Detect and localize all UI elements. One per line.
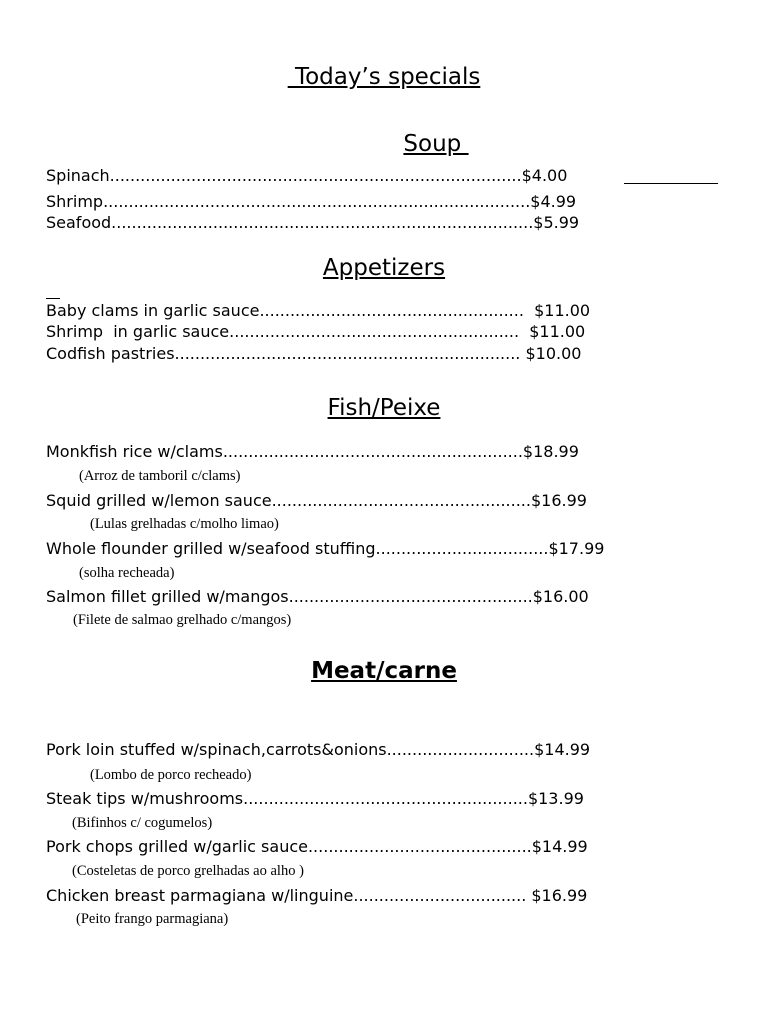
meat-item-translation: (Bifinhos c/ cogumelos) [72, 815, 213, 831]
meat-heading: Meat/carne [311, 658, 457, 684]
soup-item-shrimp: Shrimp....................................................................................$4.99 [46, 192, 577, 211]
meat-item-translation: (Lombo de porco recheado) [90, 767, 252, 783]
soup-item-seafood: Seafood...................................................................................$5.99 [46, 213, 580, 232]
fish-item-translation: (Lulas grelhadas c/molho limao) [90, 516, 279, 532]
meat-item-translation: (Peito frango parmagiana) [76, 911, 229, 927]
soup-heading: Soup [403, 131, 469, 157]
appetizers-heading: Appetizers [322, 255, 446, 281]
meat-item: Chicken breast parmagiana w/linguine.................................. $16.99 [46, 886, 588, 905]
soup-item-spinach: Spinach.................................................................................$4.00 [46, 166, 568, 185]
small-rule [46, 298, 60, 299]
appetizer-item: Shrimp in garlic sauce......................................................... $11.00 [46, 322, 586, 341]
meat-item-translation: (Costeletas de porco grelhadas ao alho ) [72, 863, 304, 879]
fish-item-translation: (Filete de salmao grelhado c/mangos) [73, 612, 292, 628]
fish-item: Whole flounder grilled w/seafood stuffing..................................$17.99 [46, 539, 605, 558]
meat-item: Pork chops grilled w/garlic sauce............................................$14.99 [46, 837, 588, 856]
fish-heading: Fish/Peixe [327, 395, 441, 421]
fish-item: Salmon fillet grilled w/mangos................................................$16.00 [46, 587, 589, 606]
fish-item: Squid grilled w/lemon sauce...................................................$16.99 [46, 491, 587, 510]
appetizer-item: Codfish pastries.................................................................... $10.00 [46, 344, 582, 363]
meat-item: Pork loin stuffed w/spinach,carrots&onions.............................$14.99 [46, 740, 591, 759]
meat-item: Steak tips w/mushrooms........................................................$13.99 [46, 789, 584, 808]
fish-item-translation: (solha recheada) [79, 565, 175, 581]
appetizer-item: Baby clams in garlic sauce.................................................... $11.00 [46, 301, 591, 320]
page-title: Today’s specials [287, 64, 481, 90]
underline-rule [624, 183, 718, 184]
fish-item: Monkfish rice w/clams...........................................................$18.99 [46, 442, 579, 461]
fish-item-translation: (Arroz de tamboril c/clams) [79, 468, 241, 484]
